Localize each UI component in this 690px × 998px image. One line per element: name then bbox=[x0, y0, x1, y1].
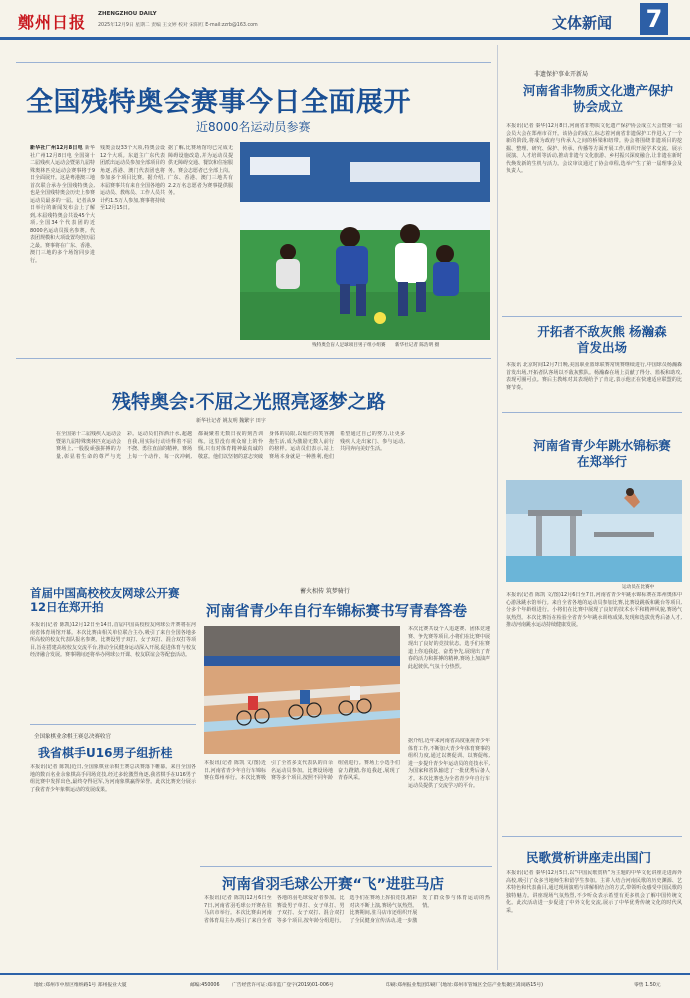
cycling-body-2: 本次比赛共设个人追逐赛、团体竞速赛、争先赛等项目,小将们在比赛中展现出了良好的竞技状态。选手们在赛道上你追我赶、奋勇争先,展现出了青春的活力和拼搏的精神,赛场上加油声此起彼伏,气氛十分热烈。 bbox=[408, 626, 490, 670]
lead-subtitle: 近8000名运动员参赛 bbox=[196, 120, 311, 134]
tennis-body: 本报讯(记者 陈凯)12月12日至14日,首届中国高校校友网球公开赛将在河南省体育场馆开幕。本次比赛由相关单位联合主办,吸引了来自全国各地多所高校的校友代表队报名参赛。比赛设男子双打、女子双打、混合双打等项目,旨在搭建高校校友交流平台,推动全民健身运动深入开展,促进体育与校友经济融合发展。赛事期间还将举办网球公开课、校友联谊会等配套活动。 bbox=[30, 622, 196, 658]
heritage-story bbox=[502, 45, 682, 313]
chess-body: 本报讯(记者 陈凯)近日,全国象棋业余棋王赛总决赛落下帷幕。来自全国各地的数百名业余象棋高手同场竞技,经过多轮激烈角逐,我省棋手在U16男子组比赛中发挥出色,最终夺得冠军,为河南象棋赢得荣誉。此次比赛充分展示了我省青少年象棋运动的发展成果。 bbox=[30, 764, 196, 793]
cycling-body-1: 本报讯(记者 陈凯 文/图)近日,河南省青少年自行车锦标赛在郑州举行。本次比赛吸引了全省多支代表队的百余名运动员参加。比赛设场地赛等多个项目,按照不同年龄组别进行。赛场上小选手们奋力蹬踏,你追我赶,展现了青春风采。 bbox=[204, 760, 400, 781]
lead-column-1 bbox=[30, 145, 95, 345]
right-divider-2 bbox=[502, 412, 682, 413]
diving-title: 河南省青少年跳水锦标赛在郑举行 bbox=[533, 438, 671, 469]
masthead-rule bbox=[0, 37, 690, 40]
lead-top-divider bbox=[16, 62, 491, 63]
heritage-kicker: 非遗保护事业开新局 bbox=[534, 71, 589, 78]
diving-caption: 运动员在比赛中 bbox=[622, 585, 655, 590]
feature-byline: 新华社记者 姚友明 魏繁宇 田宇 bbox=[196, 418, 266, 424]
right-divider-1 bbox=[502, 316, 682, 317]
lead-title: 全国残特奥会赛事今日全面展开 bbox=[26, 87, 411, 118]
footer bbox=[0, 977, 690, 995]
lead-caption: 残特奥会盲人足球项目男子组小组赛 bbox=[312, 343, 386, 348]
newspaper-pinyin: ZHENGZHOU DAILY bbox=[98, 11, 157, 17]
folk-song-body: 本报讯(记者 秦华)12月5日,以“中国民歌赏析”为主题的中华文化讲座走进海外高校,吸引了众多当地师生和留学生参加。主讲人结合河南民歌的历史渊源、艺术特色和代表曲目,通过现场演唱与讲解相结合的方式,带领听众感受中国民歌的独特魅力。讲座现场气氛热烈,不少听众表示希望有更多机会了解中国传统文化。此次活动进一步促进了中外文化交流,展示了中华优秀传统文化的时代风采。 bbox=[506, 870, 682, 914]
lead-headline-box bbox=[16, 68, 491, 136]
nba-body: 本报讯 北京时间12月7日晚,美国职业篮球联赛常规赛继续进行,中国球员杨瀚森首发出场,开拓者队客场以不敌灰熊队。杨瀚森在场上贡献了得分、篮板和助攻,表现可圈可点。赛后主教练对其表现给予了肯定,表示他正在快速适应联盟的比赛节奏。 bbox=[506, 362, 682, 391]
lead-photo-caption bbox=[312, 342, 492, 348]
cycling-story bbox=[200, 582, 492, 862]
cycling-photo bbox=[204, 626, 400, 754]
badminton-story bbox=[200, 866, 492, 966]
masthead bbox=[0, 0, 690, 40]
chess-title: 我省棋手U16男子组折桂 bbox=[38, 746, 173, 760]
cycling-kicker: 蓄火相传 筑梦骑行 bbox=[300, 588, 350, 595]
nba-story bbox=[502, 318, 682, 410]
newspaper-logo: 鄭州日报 bbox=[18, 13, 87, 32]
left-divider-1 bbox=[30, 724, 196, 725]
tennis-story bbox=[16, 582, 196, 722]
right-column-divider bbox=[497, 45, 498, 970]
lead-column-2 bbox=[100, 145, 165, 345]
folk-song-story bbox=[502, 838, 682, 968]
footer-postcode: 邮编:450006 bbox=[190, 983, 220, 988]
feature-body: 在全国第十二届残疾人运动会暨第九届特殊奥林匹克运动会赛场上,一股股顽强拼搏的力量,彰显着生命的尊严与光彩。运动员们挥洒汗水,超越自我,用实际行动诠释着不屈不挠、勇往直前的精神。赛场上每一个动作、每一次冲刺,都凝聚着无数日夜的刻苦训练。这里没有观众席上的怜悯,只有对体育精神最真诚的敬意。他们以坚韧的意志突破身体的局限,以灿烂的笑容拥抱生活,成为激励无数人前行的榜样。运动员们表示,站上赛场本身就是一种胜利,他们希望通过自己的努力,让更多残疾人走出家门、参与运动,共同奔向美好生活。 bbox=[56, 431, 405, 460]
lead-photo bbox=[240, 142, 490, 340]
chess-story bbox=[16, 728, 196, 968]
cycling-body-3: 据介绍,近年来河南省高度重视青少年体育工作,不断加大青少年体育赛事的组织力度,通过以赛促训、以赛促练,进一步提升青少年运动员的竞技水平,为国家和省队输送了一批优秀后备人才。本次比赛也为全省青少年自行车运动员提供了交流学习的平台。 bbox=[408, 738, 490, 789]
right-divider-3 bbox=[502, 836, 682, 837]
cycling-title: 河南省青少年自行车锦标赛书写青春答卷 bbox=[206, 604, 467, 620]
page-number: 7 bbox=[640, 3, 668, 35]
issue-info: 2025年12月9日 星期二 责编 王文婷 校对 宋阳红 E-mail:zzrb@163.com bbox=[98, 23, 258, 28]
section-name: 文体新闻 bbox=[552, 14, 613, 32]
lead-column-3 bbox=[168, 145, 233, 345]
footer-price: 零售 1.50元 bbox=[634, 983, 661, 988]
lead-body-1: 新华社广州12月8日电 全国第十二届残疾人运动会暨第九届特殊奥林匹克运动会赛事将于9日全面展开。这是粤港澳三地首次联合承办全国残特奥会,也是全国残特奥会历史上参赛运动员最多的一届。记者从9日举行的新闻发布会上了解到,本届残特奥会共设45个大项,全国34个代表团的近8000名运动员报名参赛。代表团规模和大项设置均创历届之最。赛事将在广东、香港、澳门三地的多个场馆同步进行。 bbox=[30, 145, 95, 264]
badminton-title: 河南省羽毛球公开赛“飞”进驻马店 bbox=[222, 877, 445, 893]
badminton-body: 本报讯(记者 陈凯)12月6日至7日,河南省羽毛球公开赛在驻马店市举行。本次比赛由河南省体育局主办,吸引了来自全省各地的羽毛球爱好者参加。比赛设男子单打、女子单打、男子双打、女子双打、混合双打等多个项目,按年龄分组进行。选手们在赛场上挥拍竞技,精彩对决不断上演,赛场气氛热烈。比赛期间,驻马店市还组织开展了全民健身宣传活动,进一步激发了群众参与体育运动的热情。 bbox=[204, 895, 490, 924]
nba-title: 开拓者不敌灰熊 杨瀚森首发出场 bbox=[537, 324, 667, 355]
heritage-body: 本报讯(记者 秦华)12月8日,河南省非物质文化遗产保护协会成立大会暨第一届会员大会在郑州市召开。该协会的成立,标志着河南省非遗保护工作进入了一个新的阶段,将成为政府与传承人之间的桥梁和纽带。协会将围绕非遗项目的挖掘、整理、研究、保护、传承、传播等方面开展工作,组织开展学术交流、展示展演、人才培训等活动,推动非遗与文化旅游、乡村振兴深度融合,让非遗在新时代焕发新的生机与活力。会议审议通过了协会章程,选举产生了第一届理事会及负责人。 bbox=[506, 123, 682, 174]
footer-ad-license: 广告经营许可证:郑市监广登字(2019)01-006号 bbox=[232, 983, 334, 988]
feature-title: 残特奥会:不屈之光照亮逐梦之路 bbox=[112, 391, 386, 413]
lead-caption-credit: 新华社记者 陈浩明 摄 bbox=[394, 343, 440, 348]
lead-byline: 新华社广州12月8日电 bbox=[30, 145, 83, 151]
footer-printer: 印刷:郑州报业集团印刷厂(地址:郑州市管城区全信产业集聚区嵩岗路15号) bbox=[386, 983, 543, 988]
feature-box bbox=[16, 358, 491, 566]
diving-story bbox=[502, 414, 682, 834]
lead-body-2: 残奥会设33个大项,特奥会设12个大项。东道主广东代表团派出运动员参加全部项目的角逐,香港、澳门代表团也将参加多个项目比赛。据介绍,本届赛事共有来自全国各地的运动员、教练员、工作人员共计约1.5万人参加,赛事将持续至12月15日。 bbox=[100, 145, 165, 211]
lead-body-3: 据了解,比赛场馆均已完成无障碍设施改造,并为运动员提供无障碍交通、餐饮和住宿服务。赛会志愿者已全部上岗。广东、香港、澳门三地共有2.2万名志愿者为赛事提供服务。 bbox=[168, 145, 233, 196]
footer-address: 地址:郑州市中原区维纳路1号 郑州报业大厦 bbox=[34, 983, 127, 988]
diving-body: 本报讯(记者 陈凯 文/图)12月6日至7日,河南省青少年跳水锦标赛在郑州奥体中心游泳跳水馆举行。来自全省各地的运动员参加比赛,比赛设跳板和跳台等项目,分多个年龄组进行。小将们在比赛中展现了良好的技术水平和精神风貌,赛场气氛热烈。本次比赛旨在检验全省青少年跳水训练成果,发现和选拔优秀后备人才,推动河南跳水运动持续健康发展。 bbox=[506, 592, 682, 628]
diving-photo bbox=[506, 480, 682, 582]
footer-rule bbox=[0, 973, 690, 975]
heritage-title: 河南省非物质文化遗产保护协会成立 bbox=[522, 83, 673, 114]
folk-song-title: 民歌赏析讲座走出国门 bbox=[526, 850, 652, 865]
chess-kicker: 全国象棋业余棋王赛总决赛收官 bbox=[34, 734, 112, 740]
tennis-title: 首届中国高校校友网球公开赛12日在郑开拍 bbox=[30, 586, 180, 614]
